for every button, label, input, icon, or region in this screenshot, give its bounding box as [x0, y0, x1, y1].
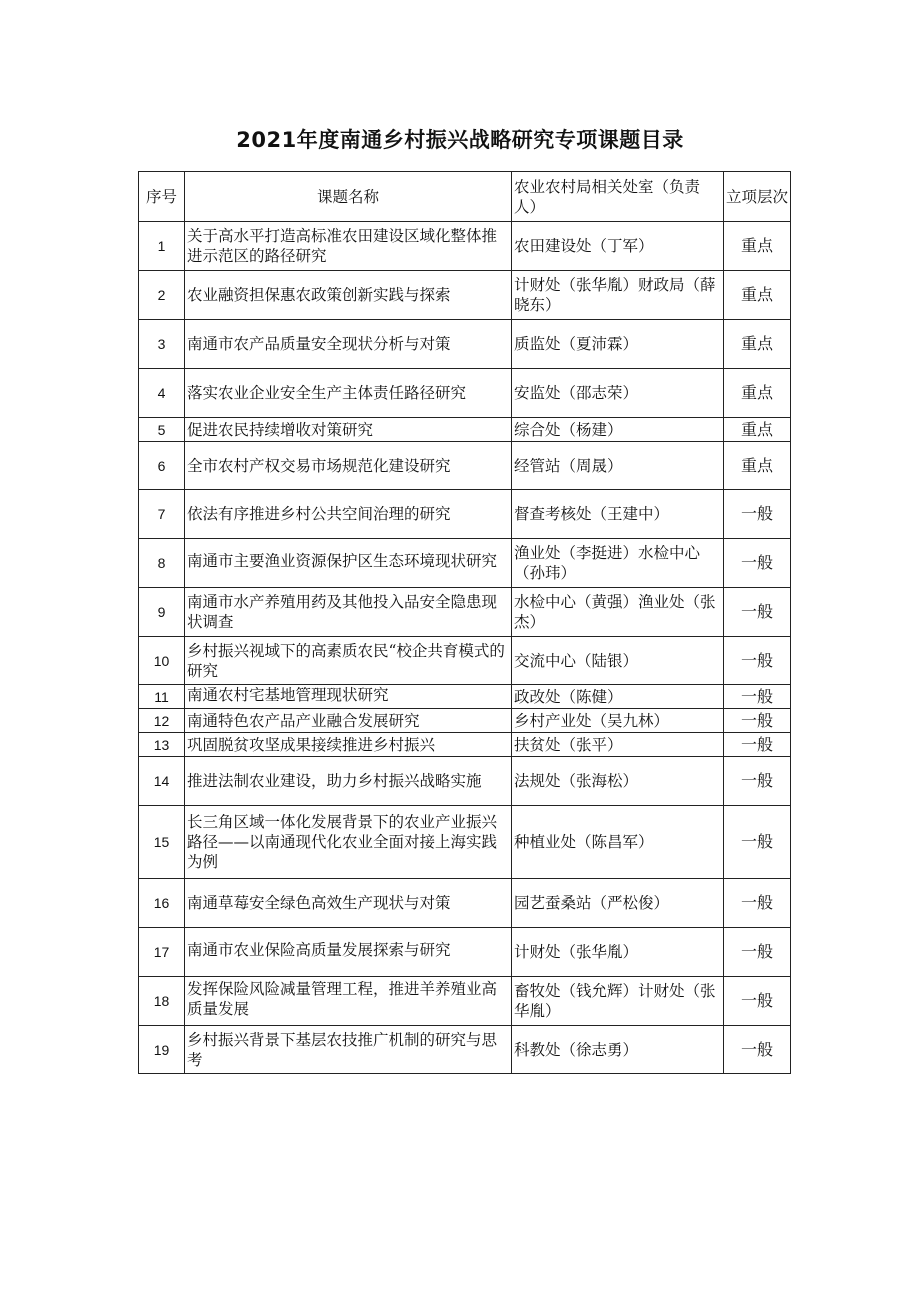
topic-name-text: 农业融资担保惠农政策创新实践与探索 — [187, 286, 451, 304]
topic-name — [185, 806, 512, 879]
topic-name — [185, 369, 512, 418]
topic-name — [185, 222, 512, 271]
topic-name-text: 南通市主要渔业资源保护区生态环境现状研究 — [187, 552, 498, 570]
table-row — [139, 757, 791, 806]
topic-table — [138, 171, 791, 1074]
project-level: 一般 — [724, 1026, 791, 1074]
department: 经管站（周晟） — [512, 442, 724, 490]
table-row — [139, 271, 791, 320]
topic-name-text: 长三角区域一体化发展背景下的农业产业振兴路径——以南通现代化农业全面对接上海实践为例 — [187, 813, 498, 871]
row-number: 14 — [139, 757, 185, 806]
header-level: 立项层次 — [724, 172, 791, 222]
project-level: 一般 — [724, 539, 791, 588]
row-number: 19 — [139, 1026, 185, 1074]
row-number: 10 — [139, 637, 185, 685]
topic-name — [185, 442, 512, 490]
table-row — [139, 320, 791, 369]
topic-name-text: 南通市农产品质量安全现状分析与对策 — [187, 335, 451, 353]
table-row — [139, 418, 791, 442]
topic-name — [185, 320, 512, 369]
row-number: 4 — [139, 369, 185, 418]
department: 种植业处（陈昌军） — [512, 806, 724, 879]
project-level: 一般 — [724, 928, 791, 977]
topic-name — [185, 418, 512, 442]
project-level: 一般 — [724, 709, 791, 733]
table-row — [139, 637, 791, 685]
topic-name — [185, 637, 512, 685]
department: 督查考核处（王建中） — [512, 490, 724, 539]
department: 政改处（陈健） — [512, 685, 724, 709]
project-level: 一般 — [724, 757, 791, 806]
department: 交流中心（陆银） — [512, 637, 724, 685]
table-row — [139, 709, 791, 733]
table-row — [139, 222, 791, 271]
topic-name-text: 南通市农业保险高质量发展探索与研究 — [187, 941, 451, 959]
topic-name-text: 南通特色农产品产业融合发展研究 — [187, 711, 420, 730]
row-number: 8 — [139, 539, 185, 588]
topic-name-text: 巩固脱贫攻坚成果接续推进乡村振兴 — [187, 735, 436, 754]
topic-name-text: 落实农业企业安全生产主体责任路径研究 — [187, 384, 467, 402]
document-title: 2021年度南通乡村振兴战略研究专项课题目录 — [236, 128, 684, 152]
table-row — [139, 685, 791, 709]
topic-name-text: 推进法制农业建设，助力乡村振兴战略实施 — [187, 772, 482, 790]
table-row — [139, 806, 791, 879]
topic-name-text: 促进农民持续增收对策研究 — [187, 420, 374, 439]
row-number: 9 — [139, 588, 185, 637]
department: 农田建设处（丁军） — [512, 222, 724, 271]
table-row — [139, 977, 791, 1026]
topic-name-text: 依法有序推进乡村公共空间治理的研究 — [187, 505, 451, 523]
department: 计财处（张华胤） — [512, 928, 724, 977]
department: 渔业处（李挺进）水检中心（孙玮） — [512, 539, 724, 588]
header-name: 课题名称 — [185, 172, 512, 222]
project-level: 重点 — [724, 418, 791, 442]
topic-name — [185, 977, 512, 1026]
project-level: 一般 — [724, 733, 791, 757]
row-number: 12 — [139, 709, 185, 733]
row-number: 16 — [139, 879, 185, 928]
topic-name-text: 乡村振兴背景下基层农技推广机制的研究与思考 — [187, 1030, 498, 1069]
department: 综合处（杨建） — [512, 418, 724, 442]
row-number: 15 — [139, 806, 185, 879]
topic-name-text: 南通草莓安全绿色高效生产现状与对策 — [187, 894, 451, 912]
row-number: 13 — [139, 733, 185, 757]
project-level: 一般 — [724, 977, 791, 1026]
project-level: 一般 — [724, 588, 791, 637]
topic-name — [185, 685, 512, 709]
row-number: 7 — [139, 490, 185, 539]
project-level: 一般 — [724, 490, 791, 539]
topic-name-text: 全市农村产权交易市场规范化建设研究 — [187, 456, 451, 475]
project-level: 重点 — [724, 222, 791, 271]
project-level: 重点 — [724, 442, 791, 490]
topic-name-text: 乡村振兴视域下的高素质农民“校企共育模式的研究 — [187, 641, 505, 680]
topic-name — [185, 879, 512, 928]
table-row — [139, 1026, 791, 1074]
header-dept: 农业农村局相关处室（负责人） — [512, 172, 724, 222]
project-level: 一般 — [724, 806, 791, 879]
topic-name — [185, 271, 512, 320]
topic-name-text: 南通市水产养殖用药及其他投入品安全隐患现状调查 — [187, 593, 498, 631]
header-row — [139, 172, 791, 222]
table-row — [139, 588, 791, 637]
row-number: 18 — [139, 977, 185, 1026]
project-level: 重点 — [724, 271, 791, 320]
table-row — [139, 442, 791, 490]
project-level: 一般 — [724, 879, 791, 928]
department: 畜牧处（钱允辉）计财处（张华胤） — [512, 977, 724, 1026]
topic-name — [185, 490, 512, 539]
table-row — [139, 928, 791, 977]
topic-name-text: 发挥保险风险减量管理工程，推进羊养殖业高质量发展 — [187, 980, 498, 1018]
department: 科教处（徐志勇） — [512, 1026, 724, 1074]
project-level: 一般 — [724, 685, 791, 709]
topic-name — [185, 539, 512, 588]
topic-name — [185, 588, 512, 637]
table-row — [139, 879, 791, 928]
header-seq: 序号 — [139, 172, 185, 222]
department: 计财处（张华胤）财政局（薛晓东） — [512, 271, 724, 320]
project-level: 重点 — [724, 320, 791, 369]
row-number: 2 — [139, 271, 185, 320]
topic-name — [185, 757, 512, 806]
project-level: 重点 — [724, 369, 791, 418]
row-number: 17 — [139, 928, 185, 977]
topic-name — [185, 1026, 512, 1074]
topic-name — [185, 733, 512, 757]
table-row — [139, 539, 791, 588]
department: 扶贫处（张平） — [512, 733, 724, 757]
table-row — [139, 369, 791, 418]
row-number: 3 — [139, 320, 185, 369]
department: 质监处（夏沛霖） — [512, 320, 724, 369]
department: 法规处（张海松） — [512, 757, 724, 806]
project-level: 一般 — [724, 637, 791, 685]
department: 安监处（邵志荣） — [512, 369, 724, 418]
topic-name — [185, 928, 512, 977]
topic-name — [185, 709, 512, 733]
row-number: 11 — [139, 685, 185, 709]
department: 乡村产业处（吴九林） — [512, 709, 724, 733]
row-number: 6 — [139, 442, 185, 490]
topic-name-text: 南通农村宅基地管理现状研究 — [187, 685, 389, 704]
department: 水检中心（黄强）渔业处（张杰） — [512, 588, 724, 637]
table-row — [139, 490, 791, 539]
table-row — [139, 733, 791, 757]
department: 园艺蚕桑站（严松俊） — [512, 879, 724, 928]
row-number: 5 — [139, 418, 185, 442]
topic-name-text: 关于高水平打造高标准农田建设区域化整体推进示范区的路径研究 — [187, 227, 498, 265]
row-number: 1 — [139, 222, 185, 271]
